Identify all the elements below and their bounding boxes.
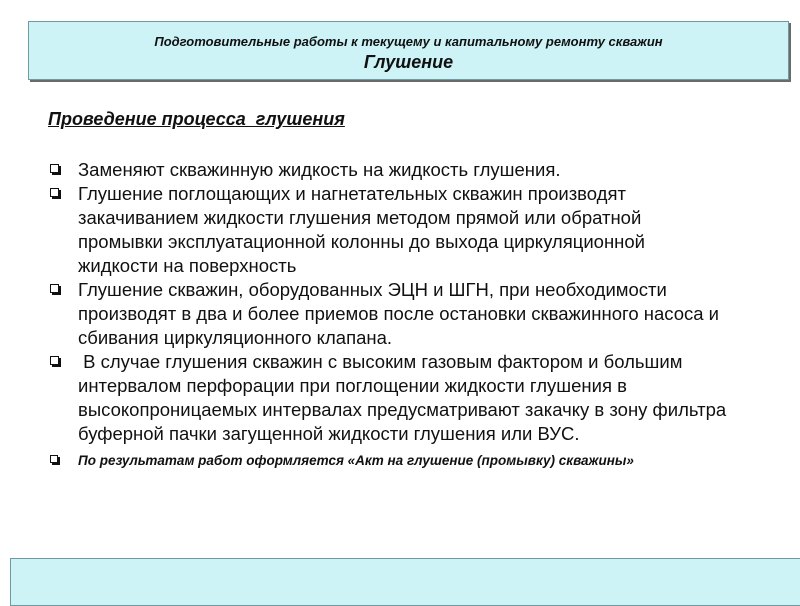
checkbox-bullet-icon — [50, 164, 59, 173]
list-item-text: В случае глушения скважин с высоким газовым фактором и большим интервалом перфорации при поглощении жидкости глушения в высокопроницаемых интервалах предусматривают закачку в зону фильтра буферной пачки загущенной жидкости глушения или ВУС. — [78, 351, 732, 444]
list-item-text: Глушение поглощающих и нагнетательных скважин производят закачиванием жидкости глушения методом прямой или обратной промывки эксплуатационной колонны до выхода циркуляционной жидкости на поверхность — [78, 183, 645, 276]
checkbox-bullet-icon — [50, 284, 59, 293]
section-heading: Проведение процесса глушения — [48, 109, 345, 129]
note-item — [47, 451, 727, 471]
list-item — [47, 158, 727, 182]
checkbox-bullet-icon — [50, 455, 58, 463]
header-subtitle: Подготовительные работы к текущему и капитальному ремонту скважин — [154, 34, 663, 49]
checkbox-bullet-icon — [50, 356, 59, 365]
note-text: По результатам работ оформляется «Акт на глушение (промывку) скважины» — [78, 453, 634, 468]
list-item — [47, 278, 727, 350]
header-title: Глушение — [363, 52, 454, 72]
list-item-text: Глушение скважин, оборудованных ЭЦН и ШГН, при необходимости производят в два и более приемов после остановки скважинного насоса и сбивания циркуляционного клапана. — [78, 279, 720, 348]
checkbox-bullet-icon — [50, 188, 59, 197]
bullet-list — [47, 158, 732, 471]
list-item — [47, 182, 727, 278]
list-item — [47, 350, 732, 446]
footer-box — [10, 558, 800, 606]
header-box — [28, 21, 789, 80]
list-item-text: Заменяют скважинную жидкость на жидкость глушения. — [78, 159, 561, 180]
